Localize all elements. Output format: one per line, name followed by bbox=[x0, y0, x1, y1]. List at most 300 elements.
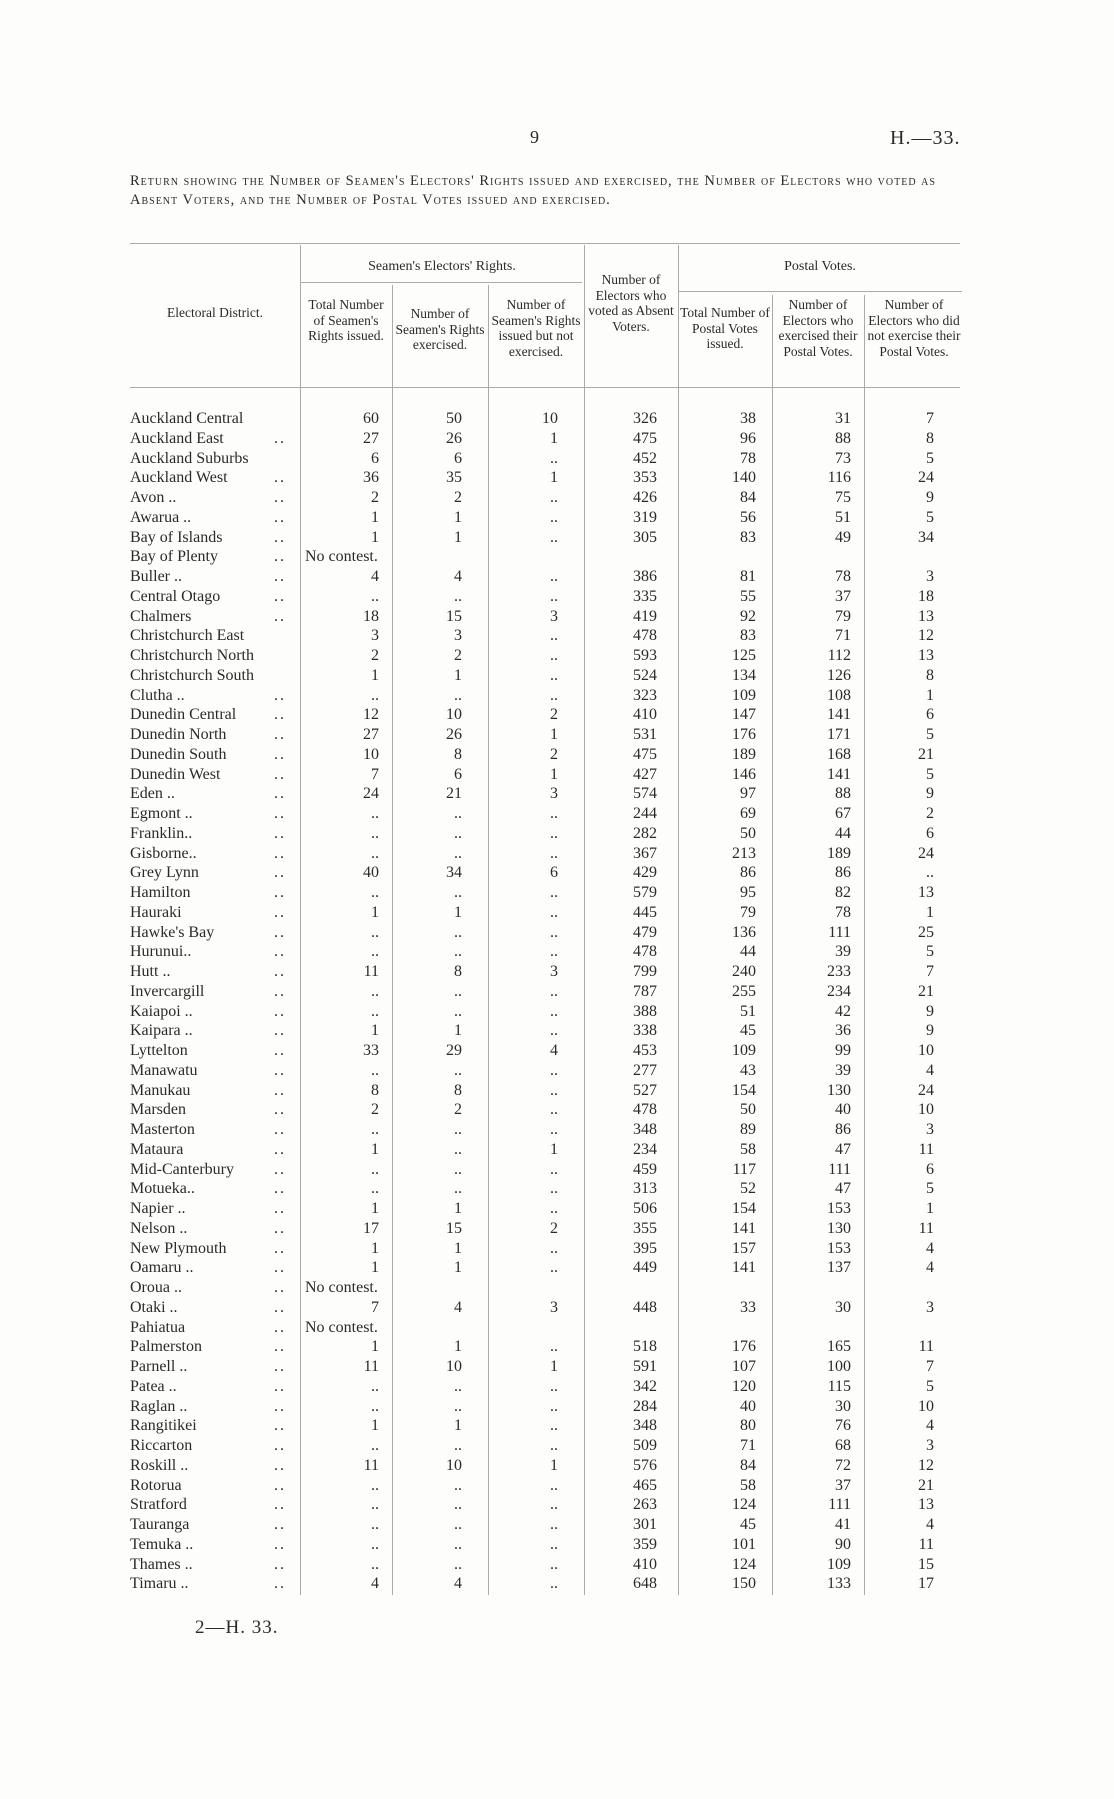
district-name: Awarua .. bbox=[130, 508, 192, 526]
cell-c3: 1 bbox=[550, 1358, 558, 1375]
cell-c2: .. bbox=[454, 1377, 462, 1395]
cell-c5: 141 bbox=[732, 1219, 756, 1237]
cell-c7: 5 bbox=[926, 449, 934, 467]
cell-c1: .. bbox=[371, 686, 379, 704]
cell-c3: 3 bbox=[550, 1298, 558, 1316]
district-name: Marsden bbox=[130, 1101, 186, 1119]
cell-c6: 47 bbox=[835, 1140, 851, 1158]
district-name: Oroua .. bbox=[130, 1279, 182, 1296]
cell-c5: 81 bbox=[740, 568, 756, 585]
cell-c6: 153 bbox=[827, 1239, 851, 1257]
district-name: Bay of Islands bbox=[130, 528, 223, 546]
cell-c2: 35 bbox=[446, 469, 462, 487]
table-row bbox=[0, 1318, 1114, 1338]
table-row bbox=[0, 705, 1114, 725]
cell-c4: 410 bbox=[633, 706, 657, 724]
cell-c2: 15 bbox=[446, 1219, 462, 1237]
cell-c1: 6 bbox=[371, 449, 379, 467]
cell-c2: 3 bbox=[454, 627, 462, 645]
no-contest-note: No contest. bbox=[305, 1279, 378, 1296]
cell-c3: .. bbox=[550, 824, 558, 842]
district-name: Napier .. bbox=[130, 1200, 186, 1217]
district-name: Manukau bbox=[130, 1081, 191, 1099]
leader-dots: .. bbox=[274, 1160, 286, 1178]
cell-c2: 1 bbox=[454, 1338, 462, 1356]
no-contest-note: No contest. bbox=[305, 1318, 378, 1336]
page-number: 9 bbox=[530, 127, 539, 147]
cell-c3: .. bbox=[550, 1022, 558, 1040]
leader-dots: .. bbox=[274, 607, 286, 625]
cell-c5: 58 bbox=[740, 1476, 756, 1494]
cell-c4: 244 bbox=[633, 805, 657, 822]
district-name: Nelson .. bbox=[130, 1219, 188, 1237]
cell-c4: 509 bbox=[633, 1437, 657, 1454]
table-row bbox=[0, 1456, 1114, 1476]
cell-c3: .. bbox=[550, 587, 558, 605]
cell-c4: 338 bbox=[633, 1022, 657, 1040]
cell-c3: .. bbox=[550, 1535, 558, 1553]
cell-c5: 56 bbox=[740, 508, 756, 526]
cell-c2: 34 bbox=[446, 864, 462, 882]
district-name: Bay of Plenty bbox=[130, 548, 218, 566]
cell-c1: .. bbox=[371, 1397, 379, 1415]
table-row bbox=[0, 1199, 1114, 1219]
leader-dots: .. bbox=[274, 1042, 286, 1059]
cell-c1: .. bbox=[371, 805, 379, 822]
cell-c4: 367 bbox=[633, 844, 657, 862]
district-name: Mataura bbox=[130, 1140, 184, 1158]
cell-c5: 83 bbox=[740, 627, 756, 645]
cell-c4: 452 bbox=[633, 449, 657, 467]
cell-c2: 1 bbox=[454, 1200, 462, 1217]
cell-c3: .. bbox=[550, 568, 558, 585]
leader-dots: .. bbox=[274, 884, 286, 901]
cell-c7: 5 bbox=[926, 943, 934, 961]
cell-c3: .. bbox=[550, 1476, 558, 1494]
district-name: Kaiapoi .. bbox=[130, 1002, 193, 1020]
cell-c2: 2 bbox=[454, 647, 462, 664]
cell-c3: 2 bbox=[550, 706, 558, 724]
leader-dots: .. bbox=[274, 469, 286, 487]
table-row bbox=[0, 508, 1114, 528]
cell-c6: 67 bbox=[835, 805, 851, 822]
cell-c3: 2 bbox=[550, 745, 558, 763]
cell-c4: 799 bbox=[633, 963, 657, 980]
table-row bbox=[0, 745, 1114, 765]
cell-c4: 388 bbox=[633, 1002, 657, 1020]
leader-dots: .. bbox=[274, 1259, 286, 1277]
cell-c3: .. bbox=[550, 508, 558, 526]
cell-c3: 3 bbox=[550, 785, 558, 803]
district-name: Otaki .. bbox=[130, 1298, 178, 1316]
leader-dots: .. bbox=[274, 1555, 286, 1573]
cell-c2: 4 bbox=[454, 568, 462, 585]
cell-c4: 427 bbox=[633, 765, 657, 783]
cell-c3: .. bbox=[550, 1417, 558, 1435]
cell-c1: 27 bbox=[363, 429, 379, 447]
leader-dots: .. bbox=[274, 1140, 286, 1158]
cell-c3: .. bbox=[550, 1575, 558, 1593]
cell-c6: 49 bbox=[835, 528, 851, 546]
cell-c4: 648 bbox=[633, 1575, 657, 1593]
cell-c1: 7 bbox=[371, 1298, 379, 1316]
table-row bbox=[0, 804, 1114, 824]
leader-dots: .. bbox=[274, 726, 286, 743]
cell-c6: 100 bbox=[827, 1358, 851, 1375]
table-row bbox=[0, 1535, 1114, 1555]
cell-c6: 78 bbox=[835, 903, 851, 921]
table-row bbox=[0, 1337, 1114, 1357]
district-name: New Plymouth bbox=[130, 1239, 227, 1257]
table-row bbox=[0, 1081, 1114, 1101]
district-name: Dunedin West bbox=[130, 765, 221, 783]
cell-c2: .. bbox=[454, 686, 462, 704]
cell-c3: .. bbox=[550, 449, 558, 467]
cell-c6: 30 bbox=[835, 1397, 851, 1415]
cell-c2: .. bbox=[454, 923, 462, 941]
cell-c7: 1 bbox=[926, 903, 934, 921]
cell-c3: .. bbox=[550, 627, 558, 645]
cell-c2: 1 bbox=[454, 1417, 462, 1435]
cell-c2: 21 bbox=[446, 785, 462, 803]
cell-c6: 126 bbox=[827, 666, 851, 684]
cell-c2: 2 bbox=[454, 1101, 462, 1119]
cell-c3: .. bbox=[550, 923, 558, 941]
cell-c7: 1 bbox=[926, 1200, 934, 1217]
cell-c4: 524 bbox=[633, 666, 657, 684]
cell-c3: .. bbox=[550, 1338, 558, 1356]
cell-c2: 1 bbox=[454, 903, 462, 921]
table-row bbox=[0, 429, 1114, 449]
cell-c1: .. bbox=[371, 1061, 379, 1079]
cell-c3: .. bbox=[550, 1496, 558, 1514]
table-row bbox=[0, 567, 1114, 587]
cell-c2: 29 bbox=[446, 1042, 462, 1059]
leader-dots: .. bbox=[274, 1180, 286, 1198]
district-name: Hutt .. bbox=[130, 963, 171, 980]
cell-c2: 1 bbox=[454, 666, 462, 684]
district-name: Auckland East bbox=[130, 429, 224, 447]
cell-c1: 10 bbox=[363, 745, 379, 763]
cell-c2: .. bbox=[454, 844, 462, 862]
cell-c4: 348 bbox=[633, 1121, 657, 1138]
cell-c1: 1 bbox=[371, 1022, 379, 1040]
table-row bbox=[0, 1416, 1114, 1436]
cell-c2: 8 bbox=[454, 745, 462, 763]
cell-c7: 4 bbox=[926, 1516, 934, 1533]
header-rights-not-exercised: Number of Seamen's Rights issued but not exercised. bbox=[491, 297, 581, 359]
district-name: Auckland West bbox=[130, 469, 228, 487]
cell-c5: 176 bbox=[732, 726, 756, 743]
cell-c7: .. bbox=[926, 864, 934, 882]
cell-c3: .. bbox=[550, 666, 558, 684]
cell-c3: .. bbox=[550, 884, 558, 901]
table-row bbox=[0, 923, 1114, 943]
district-name: Motueka.. bbox=[130, 1180, 195, 1198]
header-postal-not-exercised: Number of Electors who did not exercise their Postal Votes. bbox=[867, 297, 961, 359]
district-name: Buller .. bbox=[130, 568, 182, 585]
header-rule-top bbox=[130, 243, 960, 244]
cell-c4: 319 bbox=[633, 508, 657, 526]
cell-c1: .. bbox=[371, 1535, 379, 1553]
cell-c4: 305 bbox=[633, 528, 657, 546]
cell-c6: 141 bbox=[827, 765, 851, 783]
cell-c6: 165 bbox=[827, 1338, 851, 1356]
cell-c6: 39 bbox=[835, 1061, 851, 1079]
leader-dots: .. bbox=[274, 1279, 286, 1296]
cell-c1: .. bbox=[371, 1121, 379, 1138]
cell-c1: .. bbox=[371, 1002, 379, 1020]
cell-c2: .. bbox=[454, 1555, 462, 1573]
table-row bbox=[0, 528, 1114, 548]
district-name: Auckland Central bbox=[130, 410, 244, 427]
cell-c6: 79 bbox=[835, 607, 851, 625]
cell-c1: 3 bbox=[371, 627, 379, 645]
cell-c3: .. bbox=[550, 844, 558, 862]
cell-c5: 154 bbox=[732, 1081, 756, 1099]
cell-c7: 5 bbox=[926, 1180, 934, 1198]
header-absent-voters: Number of Electors who voted as Absent Voters. bbox=[588, 272, 674, 334]
cell-c5: 96 bbox=[740, 429, 756, 447]
cell-c6: 108 bbox=[827, 686, 851, 704]
cell-c6: 189 bbox=[827, 844, 851, 862]
district-name: Eden .. bbox=[130, 785, 175, 803]
cell-c5: 141 bbox=[732, 1259, 756, 1277]
cell-c6: 73 bbox=[835, 449, 851, 467]
district-name: Manawatu bbox=[130, 1061, 198, 1079]
cell-c5: 101 bbox=[732, 1535, 756, 1553]
district-name: Hauraki bbox=[130, 903, 182, 921]
table-row bbox=[0, 1219, 1114, 1239]
cell-c3: .. bbox=[550, 1002, 558, 1020]
cell-c4: 355 bbox=[633, 1219, 657, 1237]
cell-c7: 13 bbox=[918, 607, 934, 625]
cell-c1: .. bbox=[371, 1555, 379, 1573]
cell-c5: 92 bbox=[740, 607, 756, 625]
cell-c3: 3 bbox=[550, 963, 558, 980]
district-name: Raglan .. bbox=[130, 1397, 188, 1415]
cell-c7: 17 bbox=[918, 1575, 934, 1593]
cell-c7: 7 bbox=[926, 1358, 934, 1375]
cell-c6: 76 bbox=[835, 1417, 851, 1435]
cell-c7: 9 bbox=[926, 489, 934, 506]
cell-c5: 86 bbox=[740, 864, 756, 882]
district-name: Clutha .. bbox=[130, 686, 185, 704]
cell-c7: 11 bbox=[918, 1140, 934, 1158]
document-title: Return showing the Number of Seamen's Electors' Rights issued and exercised, the Number of Electors who voted as Absent Voters, and the Number of Postal Votes issued and exercised. bbox=[130, 173, 936, 208]
cell-c1: 33 bbox=[363, 1042, 379, 1059]
cell-c3: 1 bbox=[550, 726, 558, 743]
cell-c2: .. bbox=[454, 805, 462, 822]
cell-c2: 6 bbox=[454, 449, 462, 467]
leader-dots: .. bbox=[274, 844, 286, 862]
leader-dots: .. bbox=[274, 1516, 286, 1533]
cell-c1: .. bbox=[371, 824, 379, 842]
table-row bbox=[0, 962, 1114, 982]
cell-c5: 43 bbox=[740, 1061, 756, 1079]
district-name: Dunedin South bbox=[130, 745, 227, 763]
table-row bbox=[0, 1002, 1114, 1022]
table-row bbox=[0, 1120, 1114, 1140]
cell-c3: 2 bbox=[550, 1219, 558, 1237]
table-row bbox=[0, 468, 1114, 488]
table-row bbox=[0, 646, 1114, 666]
table-row bbox=[0, 409, 1114, 429]
cell-c2: 1 bbox=[454, 1022, 462, 1040]
cell-c2: 6 bbox=[454, 765, 462, 783]
cell-c4: 531 bbox=[633, 726, 657, 743]
table-row bbox=[0, 1495, 1114, 1515]
cell-c7: 3 bbox=[926, 568, 934, 585]
cell-c4: 348 bbox=[633, 1417, 657, 1435]
district-name: Stratford bbox=[130, 1496, 187, 1514]
table-row bbox=[0, 626, 1114, 646]
district-name: Invercargill bbox=[130, 982, 205, 1000]
cell-c7: 5 bbox=[926, 1377, 934, 1395]
cell-c4: 263 bbox=[633, 1496, 657, 1514]
cell-c4: 591 bbox=[633, 1358, 657, 1375]
cell-c6: 30 bbox=[835, 1298, 851, 1316]
cell-c4: 787 bbox=[633, 982, 657, 1000]
table-row bbox=[0, 1140, 1114, 1160]
leader-dots: .. bbox=[274, 1358, 286, 1375]
cell-c4: 359 bbox=[633, 1535, 657, 1553]
cell-c6: 90 bbox=[835, 1535, 851, 1553]
cell-c2: 2 bbox=[454, 489, 462, 506]
cell-c5: 51 bbox=[740, 1002, 756, 1020]
cell-c3: 1 bbox=[550, 1140, 558, 1158]
cell-c4: 593 bbox=[633, 647, 657, 664]
cell-c6: 51 bbox=[835, 508, 851, 526]
cell-c1: 4 bbox=[371, 568, 379, 585]
cell-c5: 97 bbox=[740, 785, 756, 803]
cell-c3: .. bbox=[550, 903, 558, 921]
cell-c2: .. bbox=[454, 1437, 462, 1454]
header-seamen-group: Seamen's Electors' Rights. bbox=[368, 259, 516, 274]
district-name: Grey Lynn bbox=[130, 864, 199, 882]
cell-c6: 130 bbox=[827, 1219, 851, 1237]
district-name: Dunedin Central bbox=[130, 706, 237, 724]
leader-dots: .. bbox=[274, 864, 286, 882]
cell-c3: .. bbox=[550, 1239, 558, 1257]
cell-c7: 21 bbox=[918, 1476, 934, 1494]
table-row bbox=[0, 784, 1114, 804]
leader-dots: .. bbox=[274, 943, 286, 961]
leader-dots: .. bbox=[274, 1496, 286, 1514]
leader-dots: .. bbox=[274, 765, 286, 783]
cell-c2: 4 bbox=[454, 1575, 462, 1593]
cell-c1: 17 bbox=[363, 1219, 379, 1237]
table-row bbox=[0, 1160, 1114, 1180]
cell-c4: 335 bbox=[633, 587, 657, 605]
cell-c6: 31 bbox=[835, 410, 851, 427]
cell-c2: 10 bbox=[446, 1456, 462, 1474]
cell-c1: .. bbox=[371, 923, 379, 941]
cell-c1: 11 bbox=[363, 1358, 379, 1375]
table-row bbox=[0, 883, 1114, 903]
cell-c6: 41 bbox=[835, 1516, 851, 1533]
cell-c7: 18 bbox=[918, 587, 934, 605]
cell-c4: 410 bbox=[633, 1555, 657, 1573]
cell-c1: .. bbox=[371, 1516, 379, 1533]
cell-c7: 11 bbox=[918, 1338, 934, 1356]
cell-c2: 10 bbox=[446, 1358, 462, 1375]
cell-c4: 419 bbox=[633, 607, 657, 625]
cell-c4: 574 bbox=[633, 785, 657, 803]
cell-c6: 37 bbox=[835, 1476, 851, 1494]
leader-dots: .. bbox=[274, 1377, 286, 1395]
cell-c1: 1 bbox=[371, 903, 379, 921]
cell-c7: 5 bbox=[926, 508, 934, 526]
cell-c2: .. bbox=[454, 1121, 462, 1138]
cell-c7: 8 bbox=[926, 429, 934, 447]
leader-dots: .. bbox=[274, 982, 286, 1000]
cell-c7: 24 bbox=[918, 1081, 934, 1099]
cell-c1: 36 bbox=[363, 469, 379, 487]
cell-c1: 1 bbox=[371, 1140, 379, 1158]
cell-c1: 1 bbox=[371, 1338, 379, 1356]
cell-c2: .. bbox=[454, 1140, 462, 1158]
cell-c7: 7 bbox=[926, 410, 934, 427]
district-name: Avon .. bbox=[130, 489, 177, 506]
cell-c4: 453 bbox=[633, 1042, 657, 1059]
district-name: Central Otago bbox=[130, 587, 221, 605]
cell-c4: 478 bbox=[633, 943, 657, 961]
cell-c5: 150 bbox=[732, 1575, 756, 1593]
cell-c2: .. bbox=[454, 884, 462, 901]
cell-c3: .. bbox=[550, 982, 558, 1000]
cell-c3: .. bbox=[550, 1437, 558, 1454]
cell-c6: 86 bbox=[835, 864, 851, 882]
cell-c5: 154 bbox=[732, 1200, 756, 1217]
cell-c6: 112 bbox=[827, 647, 851, 664]
cell-c5: 45 bbox=[740, 1022, 756, 1040]
district-name: Christchurch South bbox=[130, 666, 254, 684]
cell-c2: .. bbox=[454, 943, 462, 961]
district-name: Mid-Canterbury bbox=[130, 1160, 234, 1178]
cell-c6: 42 bbox=[835, 1002, 851, 1020]
table-row bbox=[0, 488, 1114, 508]
cell-c2: .. bbox=[454, 587, 462, 605]
leader-dots: .. bbox=[274, 1081, 286, 1099]
cell-c4: 277 bbox=[633, 1061, 657, 1079]
leader-dots: .. bbox=[274, 587, 286, 605]
leader-dots: .. bbox=[274, 1535, 286, 1553]
cell-c5: 83 bbox=[740, 528, 756, 546]
leader-dots: .. bbox=[274, 1417, 286, 1435]
cell-c5: 44 bbox=[740, 943, 756, 961]
table-row bbox=[0, 607, 1114, 627]
district-name: Chalmers bbox=[130, 607, 192, 625]
cell-c2: 1 bbox=[454, 508, 462, 526]
cell-c5: 55 bbox=[740, 587, 756, 605]
cell-c5: 79 bbox=[740, 903, 756, 921]
cell-c3: .. bbox=[550, 1397, 558, 1415]
leader-dots: .. bbox=[274, 528, 286, 546]
table-row bbox=[0, 449, 1114, 469]
table-row bbox=[0, 1436, 1114, 1456]
cell-c6: 111 bbox=[828, 1496, 851, 1514]
table-row bbox=[0, 765, 1114, 785]
cell-c4: 518 bbox=[633, 1338, 657, 1356]
cell-c7: 21 bbox=[918, 982, 934, 1000]
cell-c3: 3 bbox=[550, 607, 558, 625]
table-row bbox=[0, 666, 1114, 686]
leader-dots: .. bbox=[274, 1298, 286, 1316]
table-row bbox=[0, 1298, 1114, 1318]
cell-c4: 448 bbox=[633, 1298, 657, 1316]
cell-c4: 326 bbox=[633, 410, 657, 427]
